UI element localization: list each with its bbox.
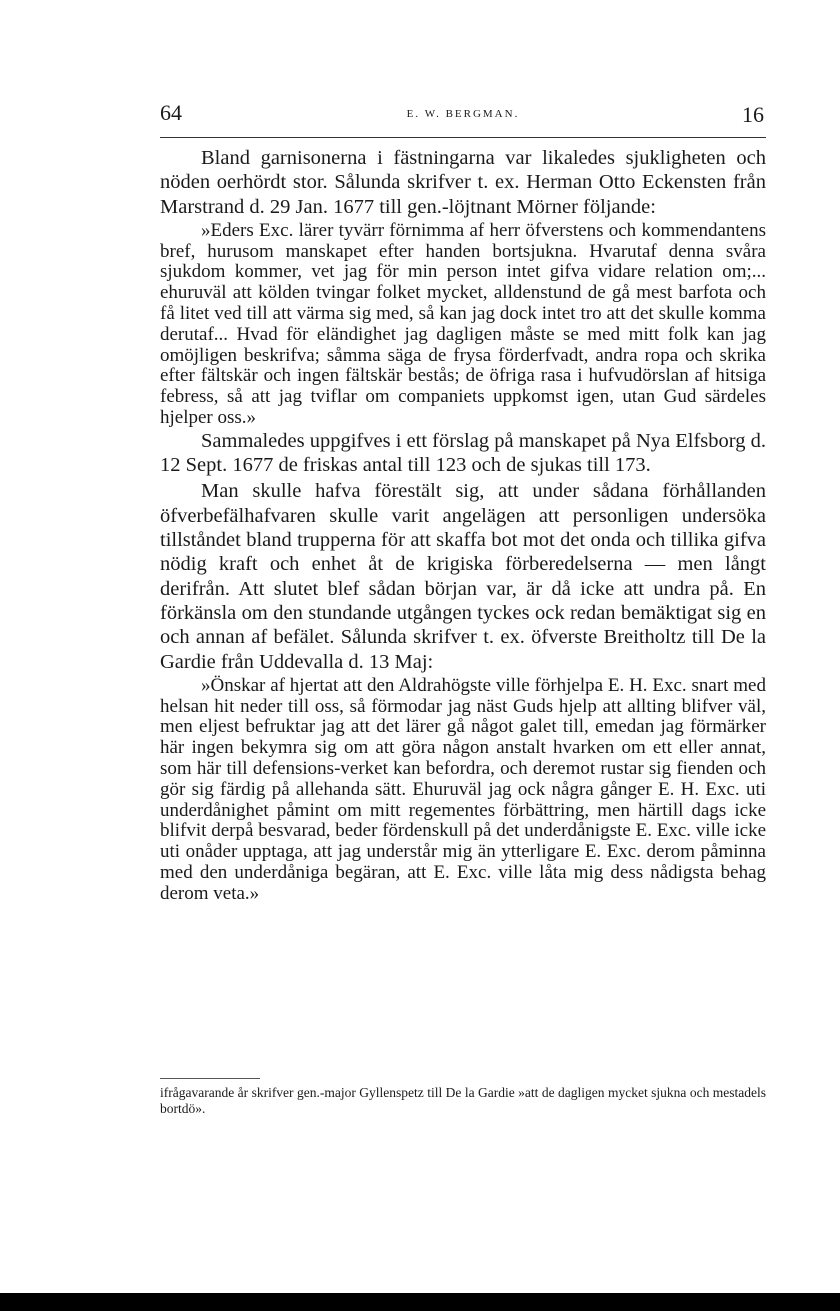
page-number: 64	[160, 100, 182, 125]
paragraph-commander: Man skulle hafva förestält sig, att under sådana förhållanden öfverbefälhafvaren skulle varit angelägen att personligen undersöka tillståndet bland trupperna för att skaffa bot mot det onda och tillika gifva nödig kraft och enhet åt de krigiska förberedelserna — men långt derifrån. Att slutet blef sådan början var, är då icke att undra på. En förkänsla om den stundande utgången tyckes ock redan bemäktigat sig en och annan af befälet. Sålunda skrifver t. ex. öfverste Breitholtz till De la Gardie från Uddevalla d. 13 Maj:	[160, 480, 766, 673]
paragraph-garrison: Bland garnisonerna i fästningarna var likaledes sjukligheten och nöden oerhördt stor. Sålunda skrifver t. ex. Herman Otto Eckensten från Marstrand d. 29 Jan. 1677 till gen.-löjtnant Mörner följande:	[160, 147, 766, 218]
running-head: E. W. BERGMAN.	[406, 108, 520, 120]
body-text	[160, 146, 766, 905]
signature-mark: 16	[742, 102, 764, 127]
page-header	[160, 98, 766, 132]
quote-eckensten: »Eders Exc. lärer tyvärr förnimma af herr öfverstens och kommendantens bref, hurusom manskapet efter handen bortsjukna. Hvarutaf denna svåra sjukdom kommer, vet jag för min person intet gifva vidare relation om;... ehuruväl att kölden tvingar folket mycket, alldenstund de gå mest barfota och få litet ved till att värma sig med, så kan jag dock intet tro att det skulle komma derutaf... Hvad för eländighet jag dagligen måste se med mitt folk kan jag omöjligen beskrifva; såmma säga de frysa förderfvadt, andra ropa och skrika efter fältskär och ingen fältskär bestås; de öfriga rasa i hufvudörslan af hitsiga febress, så att jag tviflar om companiets uppkomst igen, utan Gud särdeles hjelper oss.»	[160, 219, 766, 429]
quote-breitholtz: »Önskar af hjertat att den Aldrahögste ville förhjelpa E. H. Exc. snart med helsan hit neder till oss, så förmodar jag näst Guds hjelp att allting blifver väl, men eljest befruktar jag att det lärer gå något galet till, emedan jag förmärker här ingen bekymra sig om att göra någon anstalt hvarken om ett eller annat, som här till defensions-verket kan befordra, och deremot rustar sig fienden och gör sig färdig på allehanda sätt. Ehuruväl jag ock några gånger E. H. Exc. uti underdånighet påmint om mitt regementes förbättring, men härtill dags icke blifvit derpå besvarad, beder fördenskull på det underdånigste E. Exc. ville icke uti onåder upptaga, att jag understår mig än ytterligare E. Exc. derom påminna med den underdåniga begäran, att E. Exc. ville låta mig dess nådigsta behag derom veta.»	[160, 674, 766, 904]
scan-border	[0, 1293, 840, 1311]
paragraph-elfsborg: Sammaledes uppgifves i ett förslag på manskapet på Nya Elfsborg d. 12 Sept. 1677 de friskas antal till 123 och de sjukas till 173.	[160, 429, 766, 477]
header-rule	[160, 137, 766, 138]
footnote-rule	[160, 1078, 260, 1079]
footnote: ifrågavarande år skrifver gen.-major Gyllenspetz till De la Gardie »att de dagligen mycket sjukna och mestadels bortdö».	[160, 1085, 766, 1116]
